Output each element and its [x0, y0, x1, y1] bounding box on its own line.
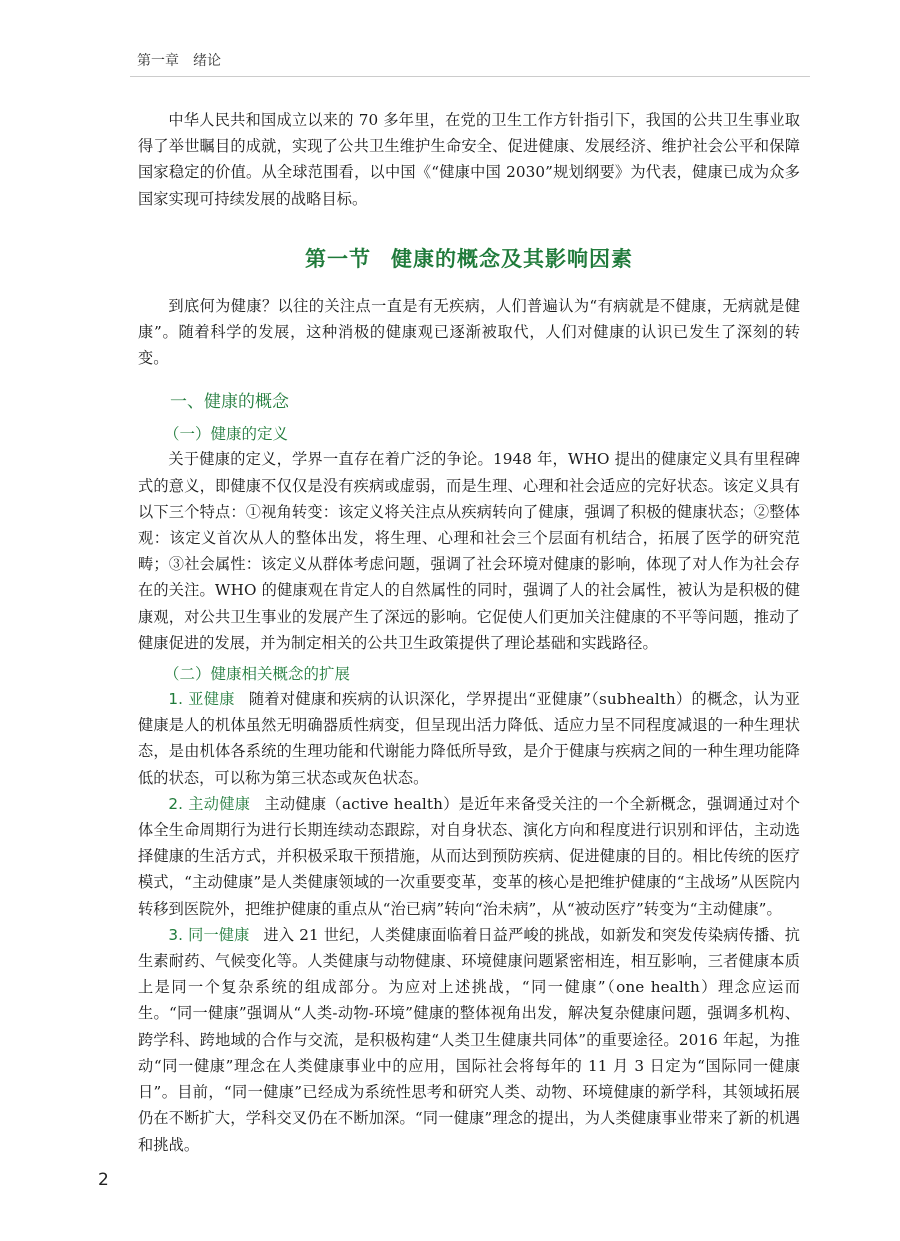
section-number: 第一节 [305, 246, 371, 271]
intro-paragraph: 中华人民共和国成立以来的 70 多年里，在党的卫生工作方针指引下，我国的公共卫生事业取得了举世瞩目的成就，实现了公共卫生维护生命安全、促进健康、发展经济、维护社会公平和保障国家稳定的价值。从全球范围看，以中国《“健康中国 2030”规划纲要》为代表，健康已成为众多国家实现可持续发展的战略目标。 [138, 111, 800, 208]
active-health-label: 2. 主动健康 [168, 794, 251, 813]
subhealth-label: 1. 亚健康 [168, 690, 235, 709]
page-content [138, 107, 800, 1158]
definition-paragraph: 关于健康的定义，学界一直存在着广泛的争论。1948 年，WHO 提出的健康定义具有里程碑式的意义，即健康不仅仅是没有疾病或虚弱，而是生理、心理和社会适应的完好状态。该定义具有以下三个特点：①视角转变：该定义将关注点从疾病转向了健康，强调了积极的健康状态；②整体观：该定义首次从人的整体出发，将生理、心理和社会三个层面有机结合，拓展了医学的研究范畴；③社会属性：该定义从群体考虑问题，强调了社会环境对健康的影响，体现了对人作为社会存在的关注。WHO 的健康观在肯定人的自然属性的同时，强调了人的社会属性，被认为是积极的健康观，对公共卫生事业的发展产生了深远的影响。它促使人们更加关注健康的不平等问题，推动了健康促进的发展，并为制定相关的公共卫生政策提供了理论基础和实践路径。 [138, 450, 800, 652]
subhealth-paragraph [138, 686, 800, 791]
page-number: 2 [98, 1170, 109, 1190]
section-heading [138, 243, 800, 273]
one-health-label: 3. 同一健康 [168, 925, 250, 944]
chapter-number: 第一章 [137, 53, 179, 69]
active-health-text: 主动健康（active health）是近年来备受关注的一个全新概念，强调通过对个体全生命周期行为进行长期连续动态跟踪，对自身状态、演化方向和程度进行识别和评估，主动选择健康的生活方式，并积极采取干预措施，从而达到预防疾病、促进健康的目的。相比传统的医疗模式，“主动健康”是人类健康领域的一次重要变革，变革的核心是把维护健康的“主战场”从医院内转移到医院外，把维护健康的重点从“治已病”转向“治未病”，从“被动医疗”转变为“主动健康”。 [138, 794, 800, 918]
running-header [137, 50, 221, 70]
subhealth-text: 随着对健康和疾病的认识深化，学界提出“亚健康”（subhealth）的概念，认为亚健康是人的机体虽然无明确器质性病变，但呈现出活力降低、适应力呈不同程度减退的一种生理状态，是由机体各系统的生理功能和代谢能力降低所导致，是介于健康与疾病之间的一种生理功能降低的状态，可以称为第三状态或灰色状态。 [138, 690, 800, 787]
section-title: 健康的概念及其影响因素 [391, 246, 633, 271]
active-health-paragraph [138, 791, 800, 922]
one-health-paragraph [138, 922, 800, 1158]
chapter-title: 绪论 [193, 53, 221, 69]
header-divider [130, 76, 810, 77]
one-health-text: 进入 21 世纪，人类健康面临着日益严峻的挑战，如新发和突发传染病传播、抗生素耐药、气候变化等。人类健康与动物健康、环境健康问题紧密相连，相互影响，三者健康本质上是同一个复杂系统的组成部分。为应对上述挑战，“同一健康”（one health）理念应运而生。“同一健康”强调从“人类-动物-环境”健康的整体视角出发，解决复杂健康问题，强调多机构、跨学科、跨地域的合作与交流，是积极构建“人类卫生健康共同体”的重要途径。2016 年起，为推动“同一健康”理念在人类健康事业中的应用，国际社会将每年的 11 月 3 日定为“国际同一健康日”。目前，“同一健康”已经成为系统性思考和研究人类、动物、环境健康的新学科，其领域拓展仍在不断扩大，学科交叉仍在不断加深。“同一健康”理念的提出，为人类健康事业带来了新的机遇和挑战。 [138, 925, 800, 1154]
heading-health-definition: （一）健康的定义 [164, 425, 289, 444]
section-lead-paragraph: 到底何为健康？以往的关注点一直是有无疾病，人们普遍认为“有病就是不健康，无病就是健康”。随着科学的发展，这种消极的健康观已逐渐被取代，人们对健康的认识已发生了深刻的转变。 [138, 296, 800, 368]
heading-health-concept: 一、健康的概念 [170, 392, 289, 413]
heading-concept-extension: （二）健康相关概念的扩展 [164, 665, 351, 684]
